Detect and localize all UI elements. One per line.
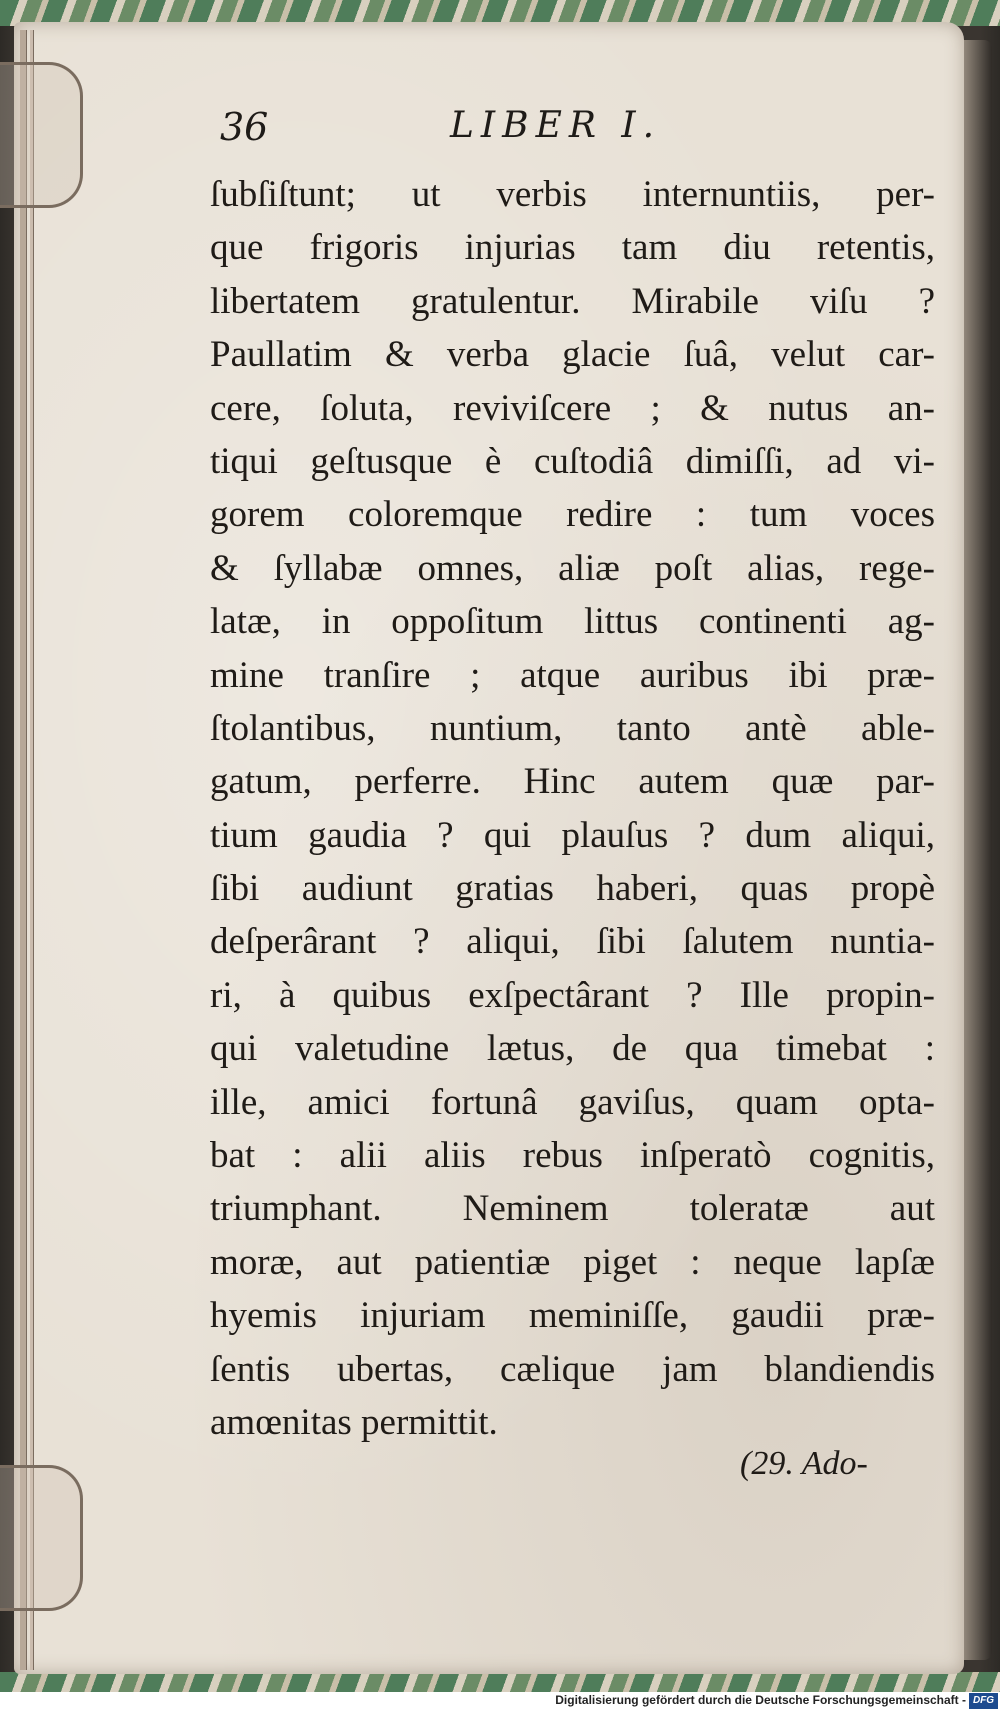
text-line: gorem coloremque redire : tum voces: [210, 494, 935, 536]
text-line: qui valetudine lætus, de qua timebat :: [210, 1028, 935, 1070]
text-line: hyemis injuriam meminiſſe, gaudii præ-: [210, 1295, 935, 1337]
text-line: mine tranſire ; atque auribus ibi præ-: [210, 654, 935, 696]
spine-fold-inner: [30, 30, 34, 1670]
text-line: ſtolantibus, nuntium, tanto antè able-: [210, 707, 935, 749]
text-line: tiqui geſtusque è cuſtodiâ dimiſſi, ad vi-: [210, 440, 935, 482]
text-line: gatum, perferre. Hinc autem quæ par-: [210, 761, 935, 803]
text-line: bat : alii aliis rebus inſperatò cognitis,: [210, 1135, 935, 1177]
text-line: cere, ſoluta, reviviſcere ; & nutus an-: [210, 387, 935, 429]
text-line: libertatem gratulentur. Mirabile viſu ?: [210, 280, 935, 322]
text-line: & ſyllabæ omnes, aliæ poſt alias, rege-: [210, 547, 935, 589]
text-line: latæ, in oppoſitum littus continenti ag-: [210, 601, 935, 643]
text-line: que frigoris injurias tam diu retentis,: [210, 227, 935, 269]
digitization-footer: [0, 1692, 1000, 1711]
catchword: (29. Ado-: [740, 1445, 868, 1482]
text-line: ſibi audiunt gratias haberi, quas propè: [210, 868, 935, 910]
body-text: [210, 168, 935, 1449]
dfg-logo: DFG: [969, 1693, 998, 1709]
text-line: ſentis ubertas, cælique jam blandiendis: [210, 1348, 935, 1390]
text-line: moræ, aut patientiæ piget : neque lapſæ: [210, 1241, 935, 1283]
text-line: ſubſiſtunt; ut verbis internuntiis, per-: [210, 174, 935, 215]
text-line: tium gaudia ? qui plauſus ? dum aliqui,: [210, 814, 935, 856]
marbled-edge-bottom: [0, 1672, 1000, 1692]
binding-clasp-upper: [0, 62, 83, 208]
binding-clasp-lower: [0, 1465, 83, 1611]
spine-fold: [20, 30, 27, 1670]
text-line: triumphant. Neminem toleratæ aut: [210, 1188, 935, 1230]
text-line: deſperârant ? aliqui, ſibi ſalutem nuntia-: [210, 921, 935, 963]
text-line: ille, amici fortunâ gaviſus, quam opta-: [210, 1081, 935, 1123]
text-line: Paullatim & verba glacie ſuâ, velut car-: [210, 334, 935, 376]
funding-credit: Digitalisierung gefördert durch die Deutsche Forschungsgemeinschaft -: [555, 1693, 966, 1707]
page-number: 36: [220, 105, 269, 149]
text-line: amœnitas permittit.: [210, 1401, 498, 1443]
text-line: ri, à quibus exſpectârant ? Ille propin-: [210, 974, 935, 1016]
running-head: LIBER I.: [450, 105, 662, 146]
page-header: [220, 105, 920, 155]
